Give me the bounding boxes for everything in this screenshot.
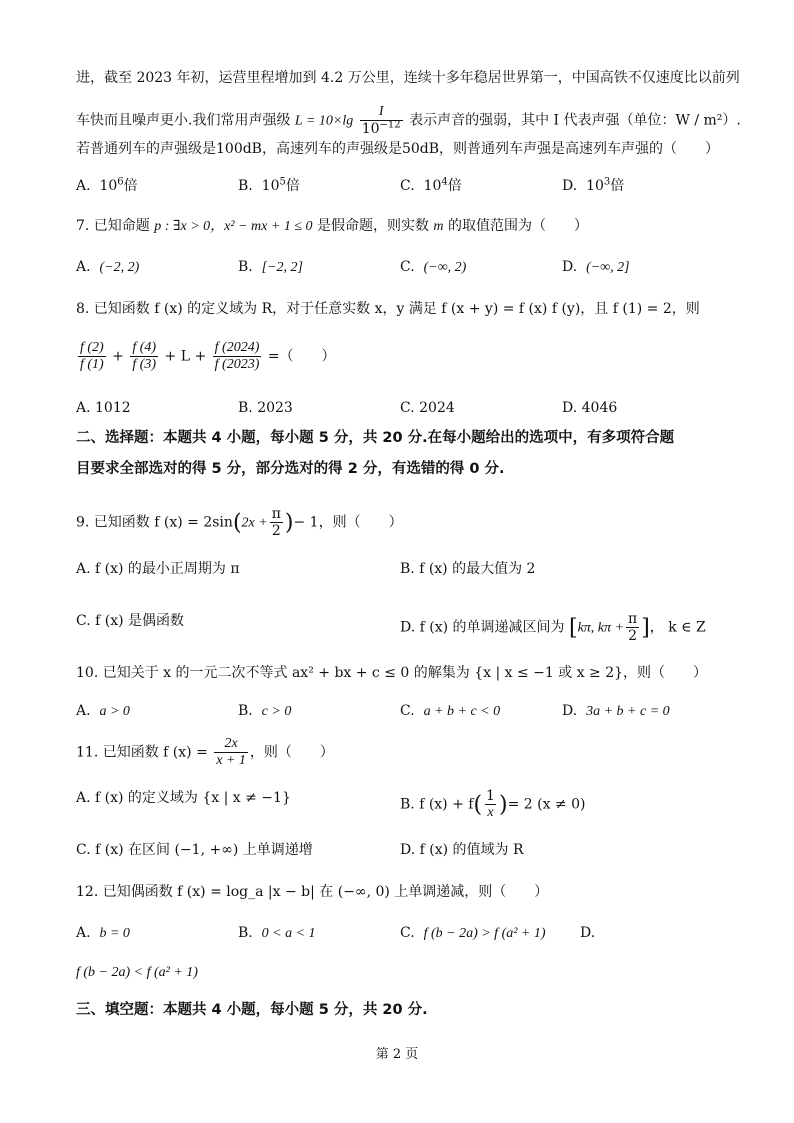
q6-option-c[interactable] <box>400 176 462 196</box>
q11-stem <box>76 736 334 769</box>
q8-option-b-text: 2023 <box>257 400 293 416</box>
section3-heading: 三、填空题：本题共 4 小题，每小题 5 分，共 20 分. <box>76 1002 428 1018</box>
q8-term-2-num: f (4) <box>132 340 157 355</box>
q8-term-1-num: f (2) <box>80 340 104 355</box>
q12-option-a-text: b = 0 <box>99 926 130 941</box>
q9-two: 2 <box>271 523 281 539</box>
q11-option-b[interactable]: B. f (x) + f( $\frac{1}{x}$ )= 2 (x ≠ 0) <box>400 788 586 820</box>
q7-formula: p : ∃x > 0，x² − mx + 1 ≤ 0 <box>154 219 313 234</box>
q6-option-a-exp: 6 <box>117 176 124 188</box>
q10-option-b-label: B. <box>238 703 253 719</box>
q10-option-d-text: 3a + b + c = 0 <box>586 704 670 719</box>
q7-option-a-label: A. <box>76 259 91 275</box>
q12-option-c-label: C. <box>400 925 415 941</box>
q6-frac-den-base: 10 <box>361 121 380 137</box>
q8-option-c-label: C. <box>400 400 415 416</box>
q9-option-d-two: 2 <box>628 628 638 644</box>
q10-option-c-text: a + b + c < 0 <box>423 704 501 719</box>
q9-stem: 9. 已知函数 f (x) = 2sin(2x + $\frac{\pi}{2}$ )− 1，则（ ） <box>76 506 403 539</box>
q10-option-d[interactable] <box>562 701 670 722</box>
q7-option-d[interactable] <box>562 257 630 278</box>
q12-option-d[interactable] <box>580 923 595 943</box>
q8-expression: $\frac{f (2)}{f (1)}$ + $\frac{f (4)}{f (3)}$ + L + $\frac{f (2024)}{f (2023)}$ =（ ） <box>80 340 336 372</box>
q12-option-d-text[interactable]: f (b − 2a) < f (a² + 1) <box>76 965 198 980</box>
q9-pi-over-2 <box>270 506 283 539</box>
section2-heading-line1: 二、选择题：本题共 4 小题，每小题 5 分，共 20 分.在每小题给出的选项中，有多项符合题 <box>76 430 675 446</box>
q7-option-b-label: B. <box>238 259 253 275</box>
q8-term-3-den: f (2023) <box>214 357 260 372</box>
q6-text-line3: 若普通列车的声强级是100dB，高速列车的声强级是50dB，则普通列车声强是高速列车声强的（ ） <box>76 141 720 157</box>
q9-option-d-a: D. f (x) 的单调递减区间为 <box>400 619 565 636</box>
q8-term-2 <box>130 340 158 373</box>
q6-frac-num: I <box>378 104 384 119</box>
q6-option-d-unit: 倍 <box>610 178 625 194</box>
q6-line2-pre: 车快而且噪声更小.我们常用声强级 <box>76 112 291 129</box>
q6-option-b-exp: 5 <box>279 176 286 188</box>
q6-option-c-unit: 倍 <box>447 178 462 194</box>
q11-option-a[interactable]: A. f (x) 的定义域为 {x | x ≠ −1} <box>76 790 291 806</box>
q7-stem-a: 7. 已知命题 <box>76 218 150 234</box>
q10-option-a-text: a > 0 <box>99 704 130 719</box>
q10-option-a-label: A. <box>76 703 91 719</box>
page-number: 第 2 页 <box>375 1047 419 1062</box>
q8-option-d-text: 4046 <box>581 400 618 416</box>
q9-stem-b: − 1，则（ ） <box>293 514 403 531</box>
q12-option-b-label: B. <box>238 925 253 941</box>
q6-option-a[interactable] <box>76 176 138 196</box>
q10-option-b[interactable] <box>238 701 291 722</box>
q9-option-d-frac <box>626 611 639 644</box>
q8-option-a-label: A. <box>76 400 91 416</box>
q12-stem: 12. 已知偶函数 f (x) = log_a |x − b| 在 (−∞, 0) 上单调递减，则（ ） <box>76 884 549 900</box>
section2-heading-line2: 目要求全部选对的得 5 分，部分选对的得 2 分，有选错的得 0 分. <box>76 461 505 477</box>
q6-option-a-unit: 倍 <box>123 178 138 194</box>
q8-term-1-den: f (1) <box>80 357 104 372</box>
q12-option-a-label: A. <box>76 925 91 941</box>
q7-option-a-text: (−2, 2) <box>99 260 140 275</box>
q7-stem <box>76 216 588 237</box>
q7-stem-c: 的取值范围为（ ） <box>447 218 588 234</box>
q8-expr-mid: + L + <box>164 348 207 365</box>
q6-option-d-base: 10 <box>586 178 604 194</box>
q9-stem-a: 9. 已知函数 f (x) = 2sin <box>76 514 233 531</box>
q7-option-c[interactable] <box>400 257 466 278</box>
q9-option-d-inner: kπ, kπ + <box>577 620 624 636</box>
q6-option-a-base: 10 <box>99 178 118 194</box>
q9-option-a[interactable]: A. f (x) 的最小正周期为 π <box>76 561 240 577</box>
q8-option-c[interactable] <box>400 398 455 418</box>
q8-term-3-num: f (2024) <box>214 340 260 355</box>
q11-frac-den: x + 1 <box>216 753 246 768</box>
q8-option-c-text: 2024 <box>419 400 455 416</box>
q8-expr-end: =（ ） <box>267 348 336 365</box>
q6-option-b[interactable] <box>238 176 300 196</box>
q8-term-2-den: f (3) <box>132 357 157 372</box>
q11-option-d[interactable]: D. f (x) 的值域为 R <box>400 842 524 858</box>
q6-option-c-exp: 4 <box>441 176 448 188</box>
q11-stem-a: 11. 已知函数 f (x) = <box>76 744 208 761</box>
q6-option-a-label: A. <box>76 178 91 194</box>
q6-fraction <box>360 104 403 137</box>
q6-option-d[interactable] <box>562 176 624 196</box>
q9-option-d[interactable]: D. f (x) 的单调递减区间为 [kπ, kπ + $\frac{\pi}{2}$ ]， k ∈ Z <box>400 611 706 644</box>
q6-line2-post: 表示声音的强弱，其中 I 代表声强（单位：W / m²）. <box>409 112 741 129</box>
q11-stem-b: ，则（ ） <box>249 744 334 761</box>
q6-option-b-base: 10 <box>261 178 280 194</box>
q11-frac-num: 2x <box>224 736 238 751</box>
q8-term-1 <box>78 340 106 373</box>
q9-option-c[interactable]: C. f (x) 是偶函数 <box>76 613 185 629</box>
q10-stem: 10. 已知关于 x 的一元二次不等式 ax² + bx + c ≤ 0 的解集为 {x | x ≤ −1 或 x ≥ 2}，则（ ） <box>76 665 708 681</box>
q10-option-d-label: D. <box>562 703 578 719</box>
q8-option-d[interactable] <box>562 398 617 418</box>
q12-option-c-text: f (b − 2a) > f (a² + 1) <box>423 926 546 941</box>
q7-option-b-text: [−2, 2] <box>261 260 303 275</box>
q8-stem: 8. 已知函数 f (x) 的定义域为 R，对于任意实数 x，y 满足 f (x + y) = f (x) f (y)，且 f (1) = 2，则 <box>76 301 700 317</box>
q12-option-c[interactable] <box>400 923 546 944</box>
q6-option-c-base: 10 <box>423 178 442 194</box>
q9-option-d-b: ， k ∈ Z <box>649 619 706 636</box>
q10-option-b-text: c > 0 <box>261 704 292 719</box>
q11-option-b-frac <box>484 788 497 821</box>
q10-option-c[interactable] <box>400 701 500 722</box>
q9-option-d-pi: π <box>627 611 638 627</box>
q7-option-d-text: (−∞, 2] <box>586 260 630 275</box>
q9-stem-inner: 2x + <box>241 515 268 531</box>
q7-option-a[interactable] <box>76 257 139 278</box>
q9-option-b[interactable]: B. f (x) 的最大值为 2 <box>400 561 536 577</box>
q11-option-b-b: = 2 (x ≠ 0) <box>507 796 586 813</box>
q11-fraction <box>214 736 248 769</box>
q8-option-b[interactable] <box>238 398 293 418</box>
q11-option-b-den: x <box>487 805 494 820</box>
q7-stem-b: 是假命题，则实数 <box>316 218 429 234</box>
q10-option-a[interactable] <box>76 701 130 722</box>
q6-option-d-exp: 3 <box>603 176 611 188</box>
q11-option-b-a: B. f (x) + f <box>400 796 474 813</box>
q8-option-a-text: 1012 <box>95 400 131 416</box>
q6-option-b-label: B. <box>238 178 253 194</box>
q11-option-c[interactable]: C. f (x) 在区间 (−1, +∞) 上单调递增 <box>76 842 313 858</box>
q12-option-b-text: 0 < a < 1 <box>261 926 316 941</box>
q7-option-b[interactable] <box>238 257 303 278</box>
q6-option-d-label: D. <box>562 178 578 194</box>
q6-formula-left: L = 10×lg <box>294 113 354 129</box>
q7-var: m <box>433 219 444 234</box>
q8-option-a[interactable] <box>76 398 131 418</box>
q12-option-a[interactable] <box>76 923 130 944</box>
q6-frac-den <box>360 120 403 137</box>
q8-option-b-label: B. <box>238 400 253 416</box>
q10-option-c-label: C. <box>400 703 415 719</box>
q9-pi: π <box>271 506 281 522</box>
q6-text-line2 <box>76 104 741 137</box>
q8-term-3 <box>213 340 262 373</box>
q6-option-b-unit: 倍 <box>285 178 300 194</box>
q7-option-c-label: C. <box>400 259 415 275</box>
q6-frac-den-exp: −12 <box>379 119 401 131</box>
q8-option-d-label: D. <box>562 400 578 416</box>
q11-option-b-num: 1 <box>486 788 495 804</box>
q7-option-c-text: (−∞, 2) <box>423 260 467 275</box>
q12-option-d-label: D. <box>580 925 596 941</box>
q7-option-d-label: D. <box>562 259 578 275</box>
q6-option-c-label: C. <box>400 178 415 194</box>
q6-text-line1: 进，截至 2023 年初，运营里程增加到 4.2 万公里，连续十多年稳居世界第一，中国高铁不仅速度比以前列 <box>76 70 740 86</box>
q12-option-b[interactable] <box>238 923 316 944</box>
